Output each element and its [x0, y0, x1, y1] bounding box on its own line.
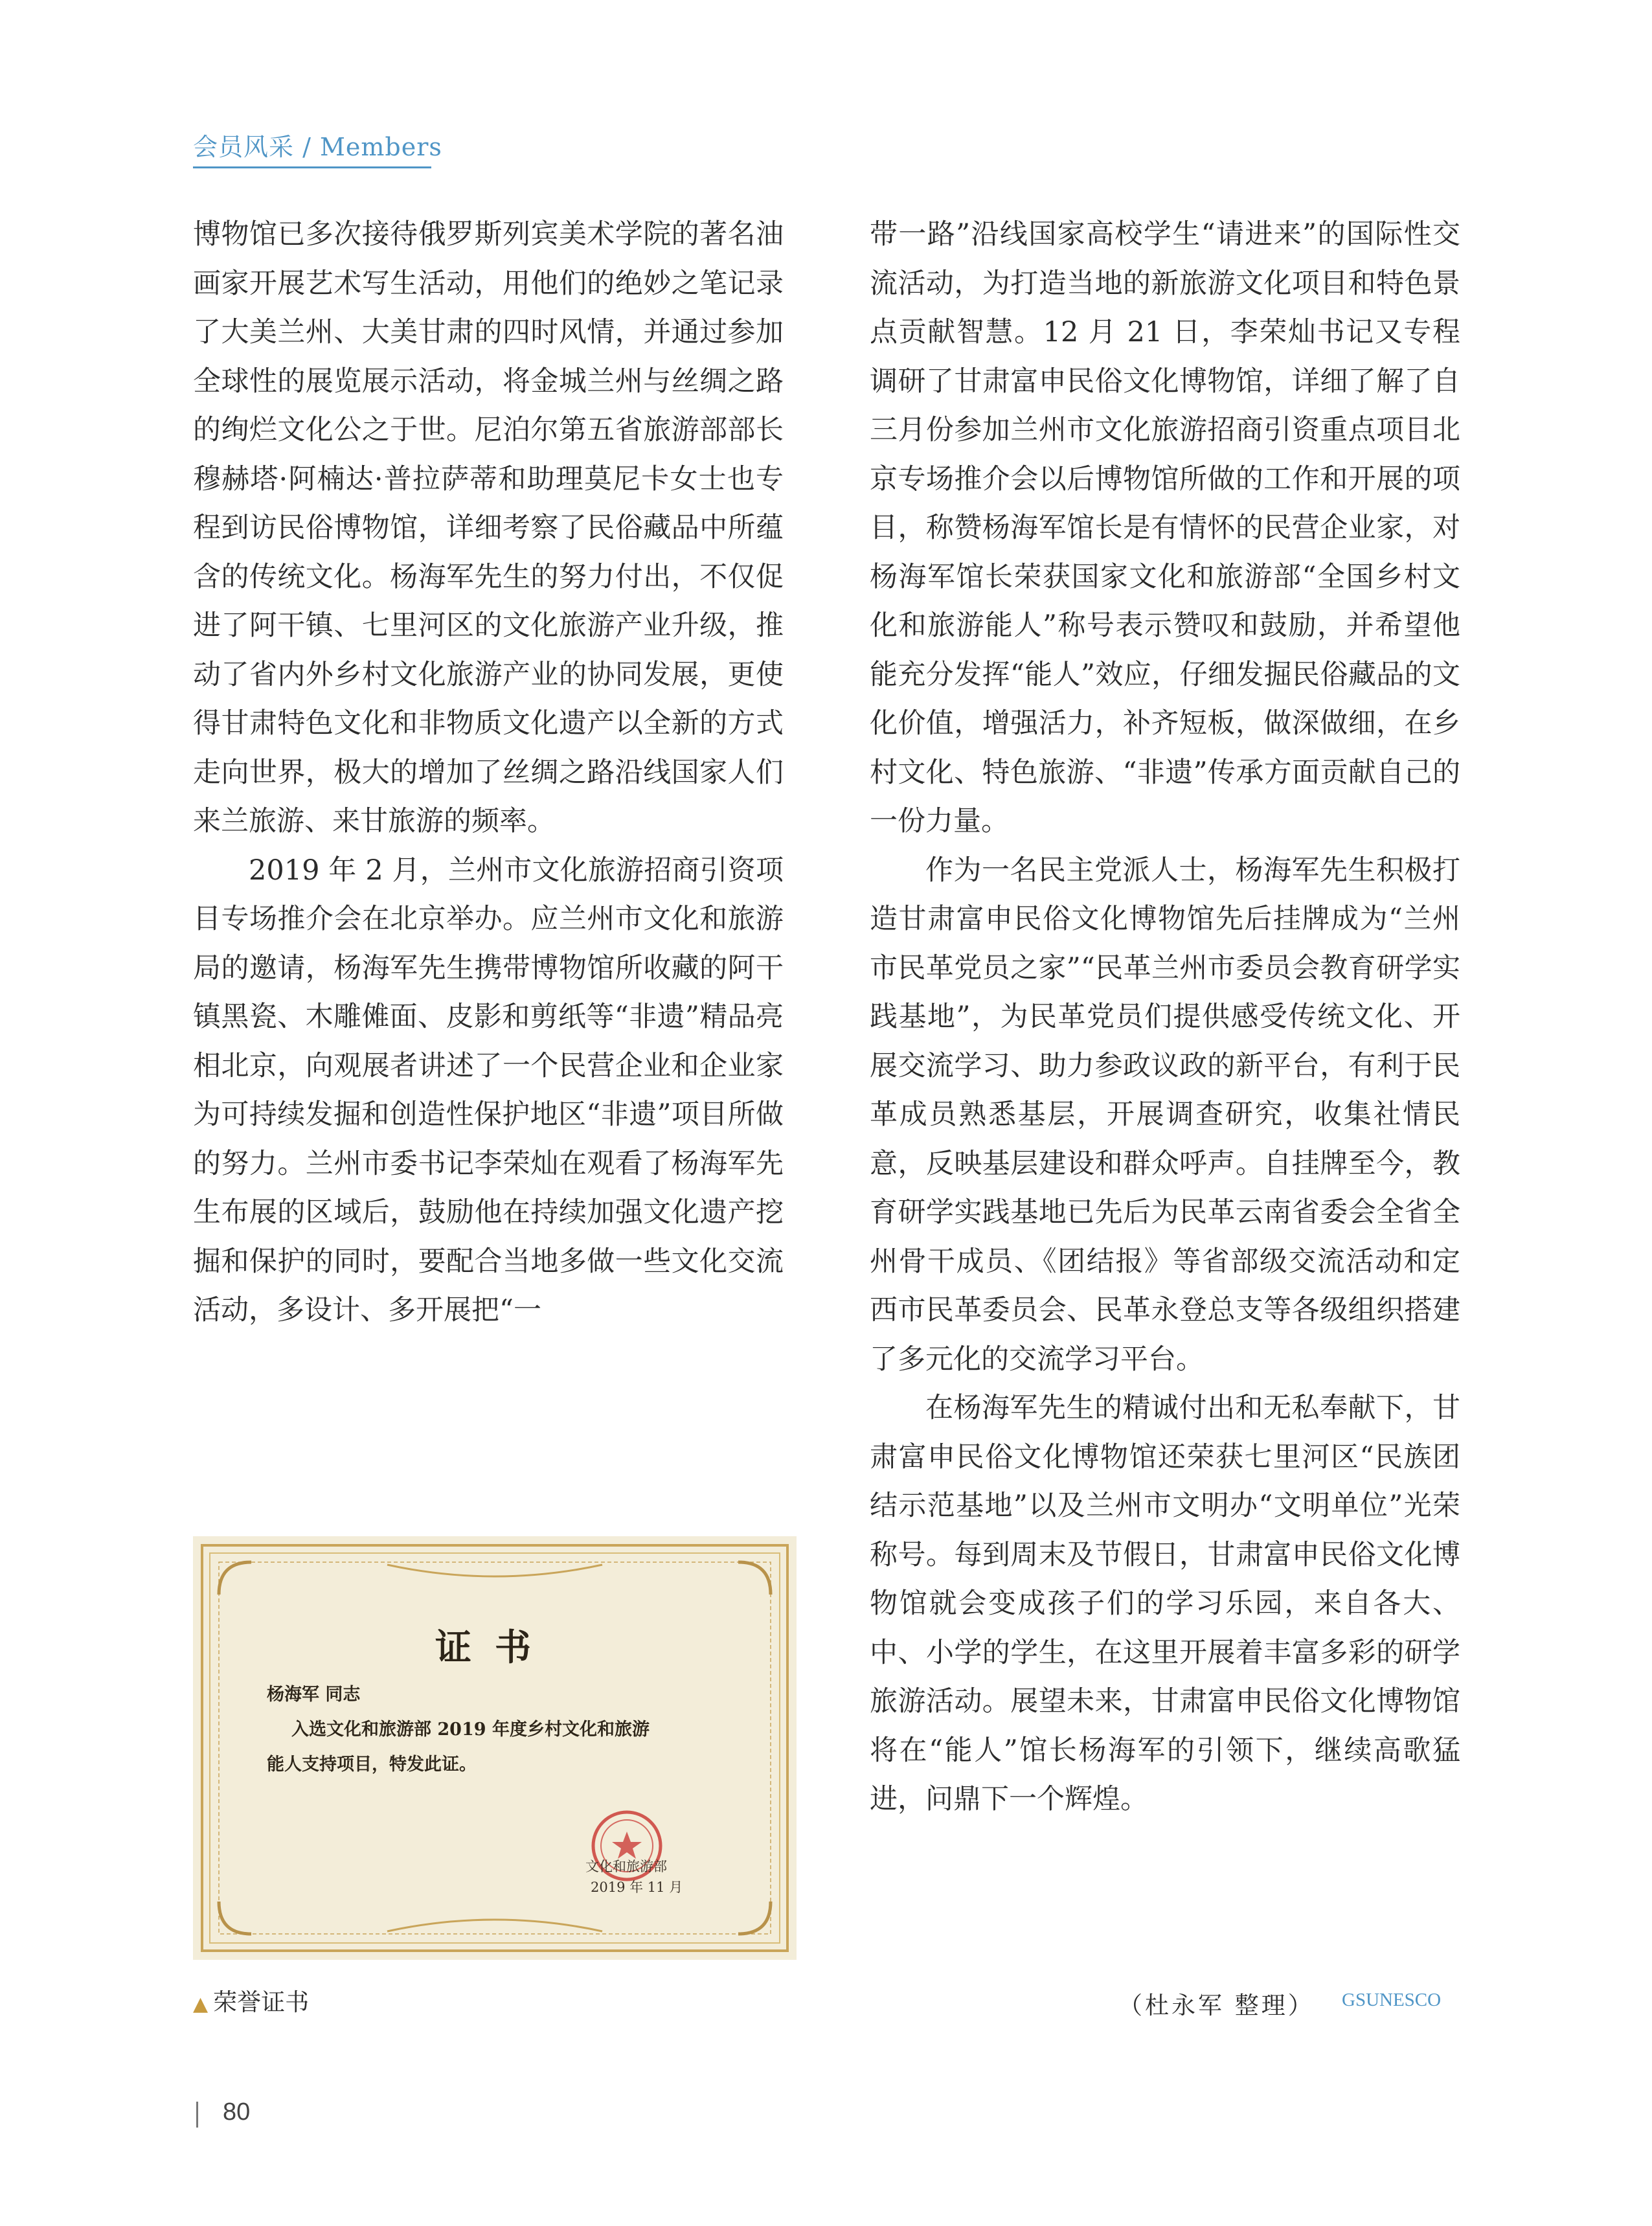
paragraph: 博物馆已多次接待俄罗斯列宾美术学院的著名油画家开展艺术写生活动，用他们的绝妙之笔记录了大美兰州、大美甘肃的四时风情，并通过参加全球性的展览展示活动，将金城兰州与丝绸之路的绚烂文化公之于世。尼泊尔第五省旅游部部长穆赫塔·阿楠达·普拉萨蒂和助理莫尼卡女士也专程到访民俗博物馆，详细考察了民俗藏品中所蕴含的传统文化。杨海军先生的努力付出，不仅促进了阿干镇、七里河区的文化旅游产业升级，推动了省内外乡村文化旅游产业的协同发展，更使得甘肃特色文化和非物质文化遗产以全新的方式走向世界，极大的增加了丝绸之路沿线国家人们来兰旅游、来甘旅游的频率。 — [193, 218, 784, 837]
editor-credit: （杜永军 整理） — [1118, 1992, 1315, 2019]
certificate-title: 证书 — [435, 1626, 554, 1669]
triangle-icon: ▲ — [193, 1993, 209, 2016]
brand-mark: GSUNESCO — [1342, 1990, 1442, 2010]
paragraph: 在杨海军先生的精诚付出和无私奉献下，甘肃富申民俗文化博物馆还荣获七里河区“民族团结示范基地”以及兰州市文明办“文明单位”光荣称号。每到周末及节假日，甘肃富申民俗文化博物馆就会变成孩子们的学习乐园，来自各大、中、小学的学生，在这里开展着丰富多彩的研学旅游活动。展望未来，甘肃富申民俗文化博物馆将在“能人”馆长杨海军的引领下，继续高歌猛进，问鼎下一个辉煌。 — [870, 1392, 1460, 1815]
certificate-text-line: 能人支持项目，特发此证。 — [267, 1755, 477, 1775]
certificate-date: 2019 年 11 月 — [591, 1880, 683, 1895]
photo-caption — [193, 1982, 309, 2017]
certificate-issuer: 文化和旅游部 — [585, 1859, 667, 1874]
certificate-frame — [193, 1536, 797, 1960]
page-number-divider — [196, 2102, 198, 2128]
section-header — [193, 127, 442, 163]
paragraph: 带一路”沿线国家高校学生“请进来”的国际性交流活动，为打造当地的新旅游文化项目和特色景点贡献智慧。12 月 21 日，李荣灿书记又专程调研了甘肃富申民俗文化博物馆，详细了解了自三月份参加兰州市文化旅游招商引资重点项目北京专场推介会以后博物馆所做的工作和开展的项目，称赞杨海军馆长是有情怀的民营企业家，对杨海军馆长荣获国家文化和旅游部“全国乡村文化和旅游能人”称号表示赞叹和鼓励，并希望他能充分发挥“能人”效应，仔细发掘民俗藏品的文化价值，增强活力，补齐短板，做深做细，在乡村文化、特色旅游、“非遗”传承方面贡献自己的一份力量。 — [870, 218, 1460, 837]
paragraph: 2019 年 2 月，兰州市文化旅游招商引资项目专场推介会在北京举办。应兰州市文化和旅游局的邀请，杨海军先生携带博物馆所收藏的阿干镇黑瓷、木雕傩面、皮影和剪纸等“非遗”精品亮相北京，向观展者讲述了一个民营企业和企业家为可持续发掘和创造性保护地区“非遗”项目所做的努力。兰州市委书记李荣灿在观看了杨海军先生布展的区域后，鼓励他在持续加强文化遗产挖掘和保护的同时，要配合当地多做一些文化交流活动，多设计、多开展把“一 — [193, 854, 784, 1326]
section-title: 会员风采 / Members — [193, 133, 442, 161]
header-underline — [193, 166, 431, 168]
caption-text: 荣誉证书 — [213, 1988, 310, 2016]
paragraph: 作为一名民主党派人士，杨海军先生积极打造甘肃富申民俗文化博物馆先后挂牌成为“兰州市民革党员之家”“民革兰州市委员会教育研学实践基地”，为民革党员们提供感受传统文化、开展交流学习、助力参政议政的新平台，有利于民革成员熟悉基层，开展调查研究，收集社情民意，反映基层建设和群众呼声。自挂牌至今，教育研学实践基地已先后为民革云南省委会全省全州骨干成员、《团结报》等省部级交流活动和定西市民革委员会、民革永登总支等各级组织搭建了多元化的交流学习平台。 — [870, 854, 1460, 1376]
certificate-photo — [193, 1536, 797, 1960]
page-number: 80 — [223, 2098, 251, 2126]
certificate-recipient: 杨海军 同志 — [267, 1685, 361, 1705]
certificate-text-line: 入选文化和旅游部 2019 年度乡村文化和旅游 — [291, 1720, 650, 1740]
left-column — [193, 210, 784, 1335]
right-column — [870, 210, 1460, 1824]
